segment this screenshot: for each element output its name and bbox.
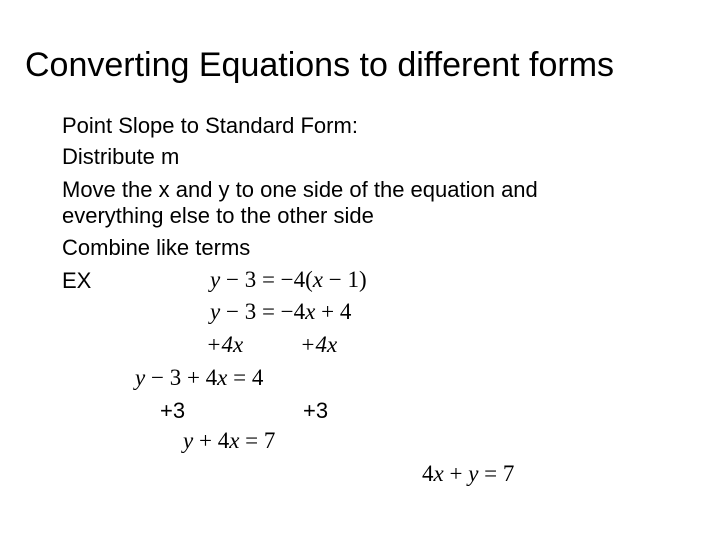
bullet-combine: Combine like terms xyxy=(62,235,251,260)
equation-standard-form: 4x + y = 7 xyxy=(422,461,515,486)
add-4x-left: +4x xyxy=(206,332,244,357)
bullet-move-terms-line2: everything else to the other side xyxy=(62,203,374,228)
add-3-left: +3 xyxy=(160,398,186,423)
bullet-ex: EX xyxy=(62,268,92,293)
equation-combined: y + 4x = 7 xyxy=(183,428,276,453)
add-4x-right: +4x xyxy=(300,332,338,357)
equation-moved-x: y − 3 + 4x = 4 xyxy=(135,365,264,390)
slide-title: Converting Equations to different forms xyxy=(25,46,615,84)
bullet-move-terms-line1: Move the x and y to one side of the equation and xyxy=(62,177,538,202)
add-3-right: +3 xyxy=(303,398,329,423)
bullet-distribute: Distribute m xyxy=(62,144,180,169)
equation-point-slope: y − 3 = −4(x − 1) xyxy=(210,267,367,292)
equation-distributed: y − 3 = −4x + 4 xyxy=(210,299,352,324)
bullet-point-slope: Point Slope to Standard Form: xyxy=(62,113,358,138)
